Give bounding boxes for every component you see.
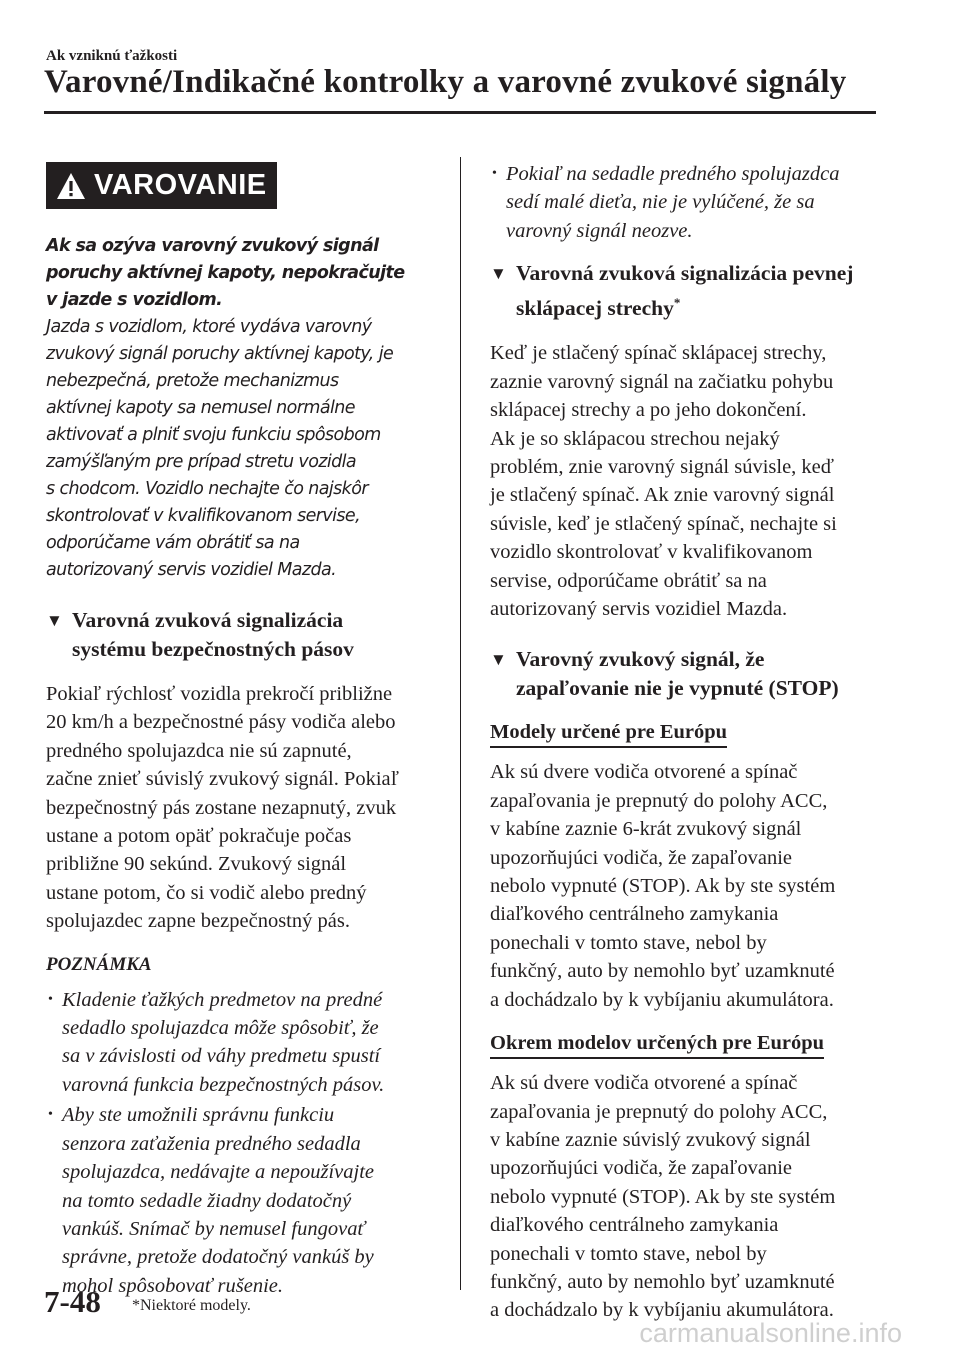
section-title: Ak vzniknú ťažkosti: [46, 48, 178, 64]
page-title: Varovné/Indikačné kontrolky a varovné zvukové signály: [44, 64, 847, 100]
body-line: diaľkového centrálneho zamykania: [490, 903, 779, 926]
body-line: Pokiaľ rýchlosť vozidla prekročí približne: [46, 683, 393, 705]
bullet-line: spolujazdca, nedávajte a nepoužívajte: [62, 1161, 374, 1184]
left-column: [46, 160, 446, 1302]
body-line: autorizovaný servis vozidiel Mazda.: [490, 598, 788, 621]
subheading-non-europe: Okrem modelov určených pre Európu: [490, 1030, 824, 1059]
right-column: [490, 160, 890, 1325]
warning-line: zamýšľaným pre prípad stretu vozidla: [46, 452, 357, 472]
list-item: [490, 160, 890, 245]
body-line: Ak sú dvere vodiča otvorené a spínač: [490, 761, 798, 784]
non-europe-body: [490, 1069, 890, 1325]
body-line: Ak je so sklápacou strechou nejaký: [490, 427, 780, 450]
heading-line: zapaľovanie nie je vypnuté (STOP): [516, 676, 839, 701]
body-line: ponechali v tomto stave, nebol by: [490, 1242, 767, 1265]
bullet-line: sedí malé dieťa, nie je vylúčené, že sa: [506, 191, 815, 214]
header-rule: [44, 111, 876, 114]
note-label: POZNÁMKA: [46, 953, 152, 975]
down-triangle-icon: ▼: [490, 264, 507, 284]
seatbelt-heading: [46, 606, 446, 664]
page-number: 7-48: [44, 1284, 101, 1319]
bullet-line: sa v závislosti od váhy predmetu spustí: [62, 1045, 381, 1068]
bullet-line: sedadlo spolujazdca môže spôsobiť, že: [62, 1017, 379, 1040]
body-line: sklápacej strechy a po jeho dokončení.: [490, 399, 807, 422]
warning-badge: [46, 162, 277, 209]
body-line: približne 90 sekúnd. Zvukový signál: [46, 853, 347, 876]
bullet-line: varovná funkcia bezpečnostných pásov.: [62, 1073, 385, 1096]
heading-line: Varovná zvuková signalizácia pevnej: [516, 261, 854, 286]
warning-line: Jazda s vozidlom, ktoré vydáva varovný: [46, 317, 372, 337]
heading-line: sklápacej strechy: [516, 296, 674, 321]
bullet-line: vankúš. Snímač by nemusel fungovať: [62, 1217, 365, 1240]
down-triangle-icon: ▼: [46, 611, 63, 630]
body-line: servise, odporúčame obrátiť sa na: [490, 569, 767, 592]
body-line: funkčný, auto by nemohlo byť uzamknuté: [490, 1270, 835, 1293]
body-line: upozorňujúci vodiča, že zapaľovanie: [490, 846, 793, 869]
ignition-heading: [490, 645, 890, 703]
body-line: upozorňujúci vodiča, že zapaľovanie: [490, 1157, 793, 1180]
body-line: 20 km/h a bezpečnostné pásy vodiča alebo: [46, 711, 396, 734]
body-line: spolujazdec zapne bezpečnostný pás.: [46, 910, 350, 933]
body-line: ustane a potom opäť pokračuje počas: [46, 825, 352, 848]
body-line: funkčný, auto by nemohlo byť uzamknuté: [490, 960, 835, 983]
subheading-europe: Modely určené pre Európu: [490, 719, 727, 748]
note-bullets: [46, 986, 446, 1300]
bullet-line: • Aby ste umožnili správnu funkciu: [62, 1104, 335, 1127]
body-line: problém, znie varovný signál súvisle, keď: [490, 456, 835, 478]
warning-line: odporúčame vám obrátiť sa na: [46, 533, 300, 553]
europe-body: [490, 758, 890, 1014]
footnote: *Niektoré modely.: [132, 1297, 251, 1314]
footnote-mark: *: [673, 295, 681, 311]
body-line: Keď je stlačený spínač sklápacej strechy,: [490, 342, 827, 365]
warning-line: aktívnej kapoty sa nemusel normálne: [46, 398, 355, 418]
body-line: a dochádzalo by k vybíjaniu akumulátora.: [490, 988, 834, 1011]
body-line: zaznie varovný signál na začiatku pohybu: [490, 370, 834, 393]
body-line: diaľkového centrálneho zamykania: [490, 1214, 779, 1237]
heading-line: systému bezpečnostných pásov: [72, 637, 354, 661]
body-line: bezpečnostný pás zostane nezapnutý, zvuk: [46, 796, 397, 819]
warning-triangle-icon: [56, 172, 86, 200]
bullet-line: • Kladenie ťažkých predmetov na predné: [62, 988, 383, 1011]
warning-bold-line: poruchy aktívnej kapoty, nepokračujte: [46, 263, 405, 283]
bullet-line: mohol spôsobovať rušenie.: [62, 1274, 283, 1297]
warning-line: s chodcom. Vozidlo nechajte čo najskôr: [46, 479, 368, 499]
body-line: a dochádzalo by k vybíjaniu akumulátora.: [490, 1299, 834, 1322]
body-line: predného spolujazdca nie sú zapnuté,: [46, 739, 352, 762]
warning-line: zvukový signál poruchy aktívnej kapoty, je: [46, 344, 394, 364]
body-line: v kabíne zaznie 6-krát zvukový signál: [490, 818, 802, 841]
heading-line: Varovná zvuková signalizácia: [72, 608, 344, 632]
warning-bold-text: [46, 233, 446, 314]
warning-bold-line: v jazde s vozidlom.: [46, 290, 223, 310]
bullet-line: senzora zaťaženia predného sedadla: [62, 1132, 361, 1155]
list-item: [46, 986, 446, 1100]
down-triangle-icon: ▼: [490, 650, 507, 670]
watermark: carmanualsonline.info: [639, 1318, 902, 1348]
roof-body: [490, 339, 890, 623]
note-bullets-continued: [490, 160, 890, 245]
seatbelt-body: [46, 680, 446, 936]
body-line: vozidlo skontrolovať v kvalifikovanom: [490, 541, 813, 564]
body-line: nebolo vypnuté (STOP). Ak by ste systém: [490, 1185, 836, 1208]
body-line: Ak sú dvere vodiča otvorené a spínač: [490, 1072, 798, 1095]
bullet-line: • Pokiaľ na sedadle predného spolujazdca: [506, 163, 840, 185]
bullet-line: na tomto sedadle žiadny dodatočný: [62, 1189, 352, 1212]
bullet-line: správne, pretože dodatočný vankúš by: [62, 1246, 374, 1269]
body-line: je stlačený spínač. Ak znie varovný signál: [490, 484, 835, 507]
warning-label: VAROVANIE: [94, 169, 267, 201]
body-line: začne znieť súvislý zvukový signál. Pokiaľ: [46, 768, 399, 791]
body-line: ustane potom, čo si vodič alebo predný: [46, 881, 367, 904]
heading-line: Varovný zvukový signál, že: [516, 647, 765, 672]
warning-line: skontrolovať v kvalifikovanom servise,: [46, 506, 361, 526]
warning-bold-line: Ak sa ozýva varovný zvukový signál: [46, 236, 379, 256]
body-line: zapaľovania je prepnutý do polohy ACC,: [490, 789, 828, 812]
body-line: nebolo vypnuté (STOP). Ak by ste systém: [490, 875, 836, 898]
warning-text: [46, 233, 446, 584]
body-line: zapaľovania je prepnutý do polohy ACC,: [490, 1100, 828, 1123]
warning-line: nebezpečná, pretože mechanizmus: [46, 371, 339, 391]
body-line: ponechali v tomto stave, nebol by: [490, 931, 767, 954]
body-line: súvisle, keď je stlačený spínač, nechajte si: [490, 512, 837, 535]
column-divider: [460, 157, 461, 1290]
warning-line: autorizovaný servis vozidiel Mazda.: [46, 560, 337, 580]
list-item: [46, 1101, 446, 1300]
warning-line: aktivovať a plniť svoju funkciu spôsobom: [46, 425, 381, 445]
bullet-line: varovný signál neozve.: [506, 219, 693, 242]
body-line: v kabíne zaznie súvislý zvukový signál: [490, 1128, 811, 1151]
roof-heading: [490, 259, 890, 323]
